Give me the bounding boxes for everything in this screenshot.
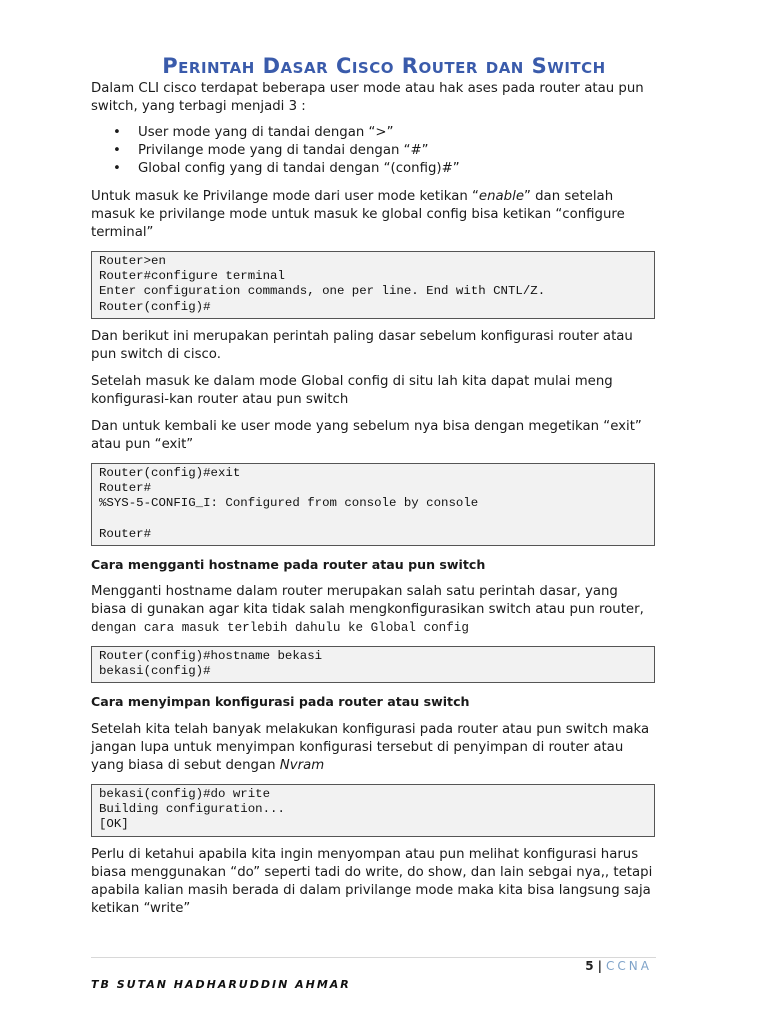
intro-paragraph: Dalam CLI cisco terdapat beberapa user mode atau hak ases pada router atau pun switch, yang terbagi menjadi 3 : [91, 81, 644, 114]
code-block-enable: Router>en Router#configure terminal Enter configuration commands, one per line. End with CNTL/Z. Router(config)# [91, 251, 655, 319]
basic-paragraph: Dan berikut ini merupakan perintah paling dasar sebelum konfigurasi router atau pun switch di cisco. [91, 329, 633, 362]
enable-paragraph: Untuk masuk ke Privilange mode dari user mode ketikan “enable” dan setelah masuk ke privilange mode untuk masuk ke global config bisa ketikan “configure terminal” [91, 189, 625, 240]
code-block-exit: Router(config)#exit Router# %SYS-5-CONFIG_I: Configured from console by console Router# [91, 463, 655, 546]
exit-paragraph: Dan untuk kembali ke user mode yang sebelum nya bisa dengan megetikan “exit” atau pun “exit” [91, 419, 642, 452]
do-command-paragraph: Perlu di ketahui apabila kita ingin menyompan atau pun melihat konfigurasi harus biasa menggunakan “do” seperti tadi do write, do show, dan lain sebgai nya,, tetapi apabila kalian masih berada di dalam privilange mode maka kita bisa langsung saja ketikan “write” [91, 847, 653, 916]
global-config-paragraph: Setelah masuk ke dalam mode Global config di situ lah kita dapat mulai meng konfigurasi-kan router atau pun switch [91, 374, 613, 407]
bullet-icon: • [113, 143, 121, 158]
code-block-write: bekasi(config)#do write Building configuration... [OK] [91, 784, 655, 837]
mode-list [91, 124, 656, 178]
page-title: Perintah Dasar Cisco Router dan Switch [162, 54, 606, 78]
footer-page-label: 5 | CCNA [585, 959, 652, 973]
code-block-hostname: Router(config)#hostname bekasi bekasi(config)# [91, 646, 655, 683]
hostname-paragraph: Mengganti hostname dalam router merupakan salah satu perintah dasar, yang biasa di gunakan agar kita tidak salah mengkonfigurasikan switch atau pun router, dengan cara masuk terlebih dahulu ke Global config [91, 584, 644, 635]
list-item: • Privilange mode yang di tandai dengan “#” [113, 143, 429, 158]
footer-divider [91, 957, 656, 958]
save-heading: Cara menyimpan konfigurasi pada router atau switch [91, 694, 470, 709]
list-item: • Global config yang di tandai dengan “(config)#” [113, 161, 460, 176]
footer-label: CCNA [606, 959, 652, 973]
page-number: 5 [585, 959, 595, 973]
bullet-icon: • [113, 161, 121, 176]
footer-author: TB SUTAN HADHARUDDIN AHMAR [91, 978, 351, 991]
save-paragraph: Setelah kita telah banyak melakukan konfigurasi pada router atau pun switch maka jangan lupa untuk menyimpan konfigurasi tersebut di penyimpan di router atau yang biasa di sebut dengan Nvram [91, 722, 650, 773]
list-item: • User mode yang di tandai dengan “>” [113, 125, 394, 140]
hostname-heading: Cara mengganti hostname pada router atau pun switch [91, 557, 486, 572]
bullet-icon: • [113, 125, 121, 140]
